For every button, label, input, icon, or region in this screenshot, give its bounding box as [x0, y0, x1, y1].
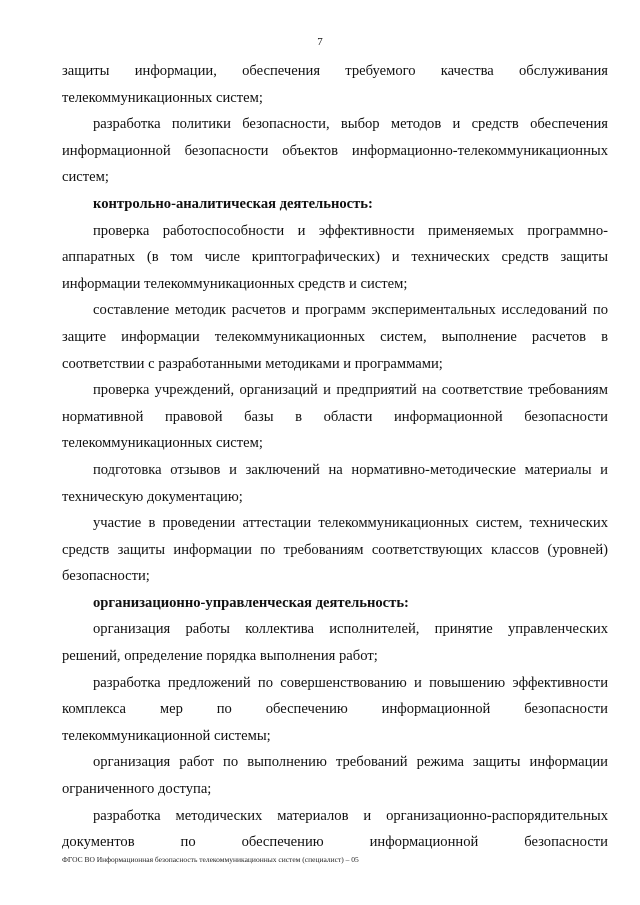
paragraph: организация работ по выполнению требований режима защиты информации ограниченного доступа;: [62, 754, 608, 798]
section-heading: контрольно-аналитическая деятельность:: [93, 195, 373, 212]
paragraph: составление методик расчетов и программ экспериментальных исследований по защите информации телекоммуникационных систем, выполнение расчетов в соответствии с разработанными методиками и программами;: [62, 302, 608, 372]
section-heading: организационно-управленческая деятельность:: [93, 594, 409, 611]
paragraph: подготовка отзывов и заключений на нормативно-методические материалы и техническую документацию;: [62, 461, 608, 505]
paragraph: проверка работоспособности и эффективности применяемых программно-аппаратных (в том числе криптографических) и технических средств защиты информации телекоммуникационных средств и систем;: [62, 222, 608, 292]
paragraph: защиты информации, обеспечения требуемого качества обслуживания телекоммуникационных систем;: [62, 63, 608, 106]
paragraph: проверка учреждений, организаций и предприятий на соответствие требованиям нормативной правовой базы в области информационной безопасности телекоммуникационных систем;: [62, 382, 608, 452]
paragraph: разработка политики безопасности, выбор методов и средств обеспечения информационной безопасности объектов информационно-телекоммуникационных систем;: [62, 116, 608, 186]
paragraph: участие в проведении аттестации телекоммуникационных систем, технических средств защиты информации по требованиям соответствующих классов (уровней) безопасности;: [62, 515, 608, 585]
page-number: 7: [317, 36, 323, 48]
paragraph: разработка предложений по совершенствованию и повышению эффективности комплекса мер по обеспечению информационной безопасности телекоммуникационной системы;: [62, 674, 608, 744]
paragraph: организация работы коллектива исполнителей, принятие управленческих решений, определение порядка выполнения работ;: [62, 621, 608, 665]
paragraph: разработка методических материалов и организационно-распорядительных документов по обеспечению информационной безопасности: [62, 807, 608, 851]
page-footer: ФГОС ВО Информационная безопасность телекоммуникационных систем (специалист) – 05: [62, 855, 359, 864]
document-body: [62, 58, 608, 856]
